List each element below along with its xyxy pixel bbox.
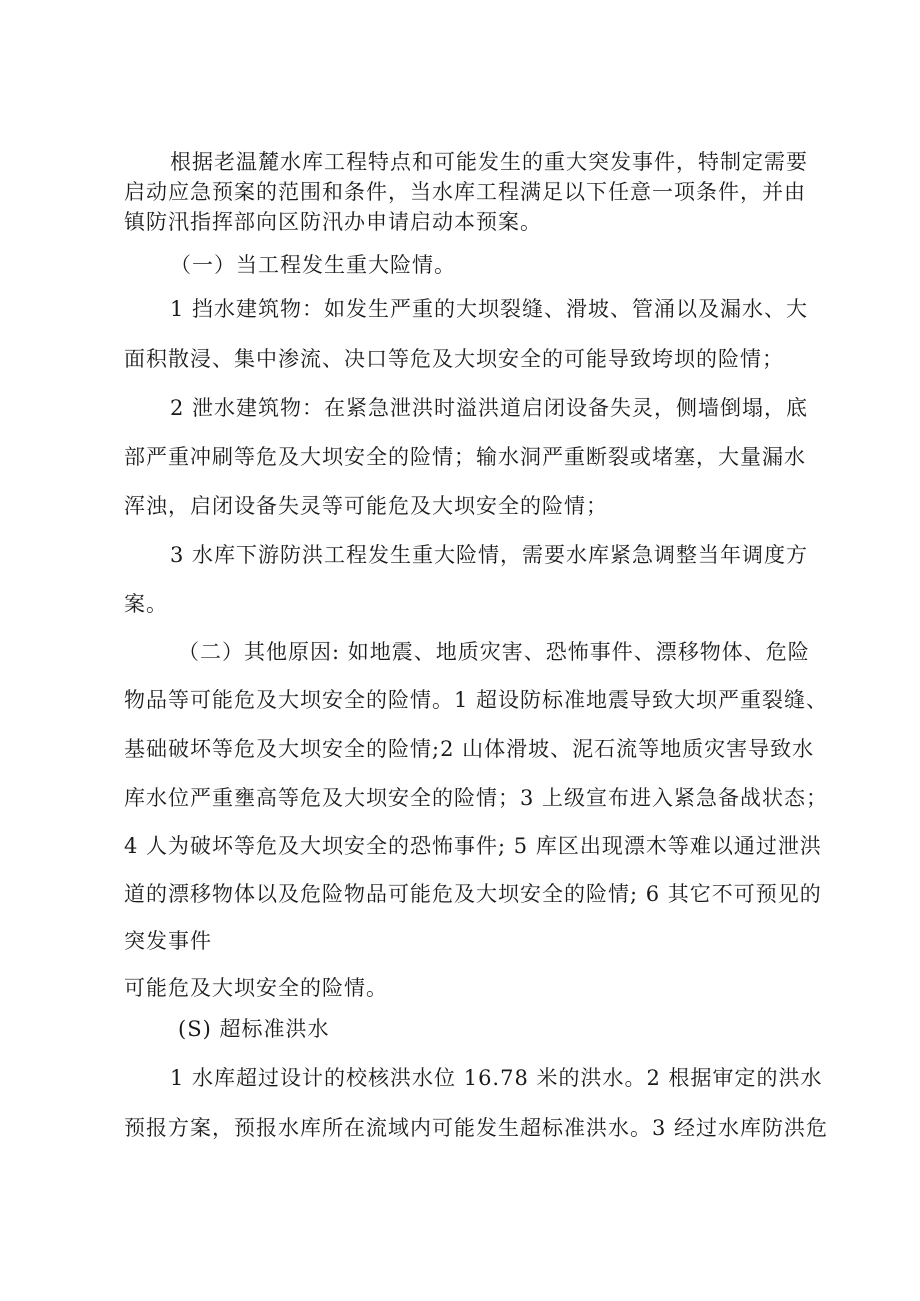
- section-heading-3: (S) 超标准洪水: [178, 1017, 330, 1041]
- paragraph-line: 可能危及大坝安全的险情。: [124, 976, 388, 1000]
- paragraph-line: 启动应急预案的范围和条件，当水库工程满足以下任意一项条件，并由: [124, 180, 806, 204]
- paragraph-line: 库水位严重壅高等危及大坝安全的险情；3 上级宣布进入紧急备战状态；: [124, 786, 829, 810]
- paragraph-line: 2 泄水建筑物：在紧急泄洪时溢洪道启闭设备失灵，侧墙倒塌，底: [170, 396, 809, 420]
- paragraph-line: 镇防汛指挥部向区防汛办申请启动本预案。: [124, 210, 542, 234]
- section-heading-2: （二）其他原因: 如地震、地质灾害、恐怖事件、漂移物体、危险: [178, 640, 810, 664]
- paragraph-line: 部严重冲刷等危及大坝安全的险情；输水洞严重断裂或堵塞，大量漏水: [124, 445, 806, 469]
- paragraph-line: 1 水库超过设计的校核洪水位 16.78 米的洪水。2 根据审定的洪水: [170, 1066, 823, 1090]
- paragraph-line: 4 人为破坏等危及大坝安全的恐怖事件; 5 库区出现漂木等难以通过泄洪: [124, 834, 822, 858]
- paragraph-line: 基础破坏等危及大坝安全的险情;2 山体滑坡、泥石流等地质灾害导致水: [124, 737, 815, 761]
- paragraph-line: 浑浊，启闭设备失灵等可能危及大坝安全的险情；: [124, 494, 608, 518]
- paragraph-line: 案。: [124, 592, 168, 616]
- paragraph-line: 预报方案，预报水库所在流域内可能发生超标准洪水。3 经过水库防洪危: [124, 1116, 829, 1140]
- section-heading-1: （一）当工程发生重大险情。: [170, 253, 456, 277]
- paragraph-line: 3 水库下游防洪工程发生重大险情，需要水库紧急调整当年调度方: [170, 543, 809, 567]
- paragraph-line: 物品等可能危及大坝安全的险情。1 超设防标准地震导致大坝严重裂缝、: [124, 688, 829, 712]
- paragraph-line: 道的漂移物体以及危险物品可能危及大坝安全的险情; 6 其它不可预见的: [124, 882, 822, 906]
- paragraph-line: 根据老温麓水库工程特点和可能发生的重大突发事件，特制定需要: [170, 150, 808, 174]
- paragraph-line: 1 挡水建筑物：如发生严重的大坝裂缝、滑坡、管涌以及漏水、大: [170, 297, 809, 321]
- paragraph-line: 面积散浸、集中渗流、决口等危及大坝安全的可能导致垮坝的险情；: [124, 347, 784, 371]
- paragraph-line: 突发事件: [124, 929, 212, 953]
